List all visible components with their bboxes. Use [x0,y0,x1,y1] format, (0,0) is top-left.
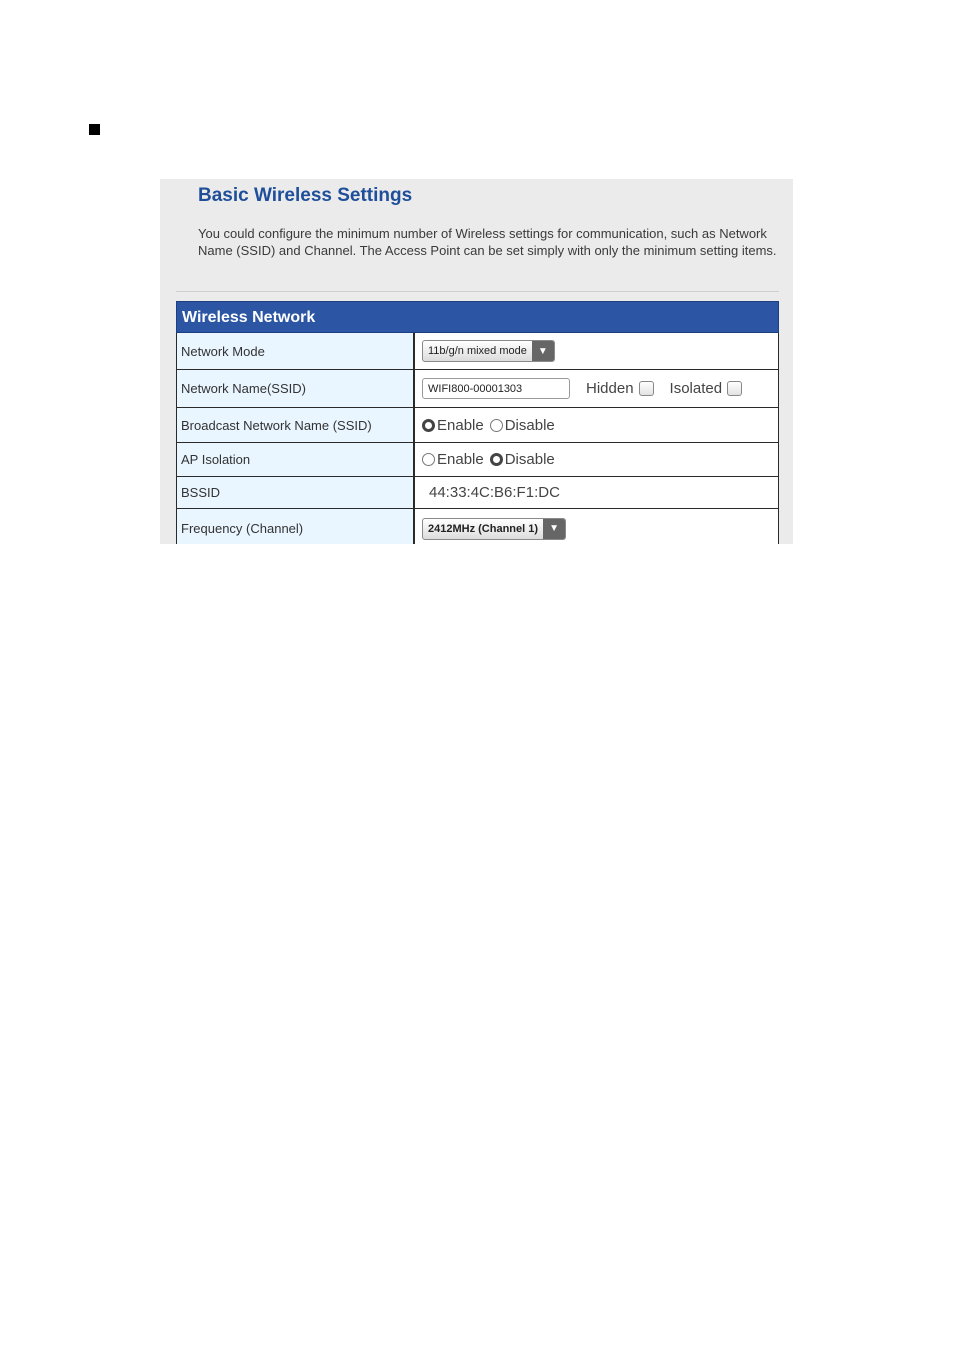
row-bssid [176,477,779,509]
network-mode-select[interactable] [422,340,555,362]
isolated-checkbox[interactable] [727,381,742,396]
hidden-label: Hidden [586,380,634,397]
chevron-down-icon: ▼ [543,519,565,539]
ssid-label: Network Name(SSID) [177,370,415,407]
ssid-input[interactable]: WIFI800-00001303 [422,378,570,399]
frequency-label: Frequency (Channel) [177,509,415,544]
chevron-down-icon: ▼ [532,341,554,361]
ap-isolation-enable-label: Enable [437,451,484,468]
broadcast-disable-label: Disable [504,416,555,434]
broadcast-enable-option[interactable] [422,417,484,434]
frequency-select[interactable] [422,518,566,540]
isolated-label: Isolated [669,380,723,397]
divider [176,291,779,292]
ap-isolation-label: AP Isolation [177,443,415,476]
frequency-value: 2412MHz (Channel 1) [428,522,539,535]
bssid-label: BSSID [177,477,415,508]
ap-isolation-disable-radio[interactable] [490,453,503,466]
row-ap-isolation [176,443,779,477]
hidden-checkbox[interactable] [639,381,654,396]
page-title: Basic Wireless Settings [198,185,413,206]
ap-isolation-enable-radio[interactable] [422,453,435,466]
ap-isolation-disable-option[interactable] [490,451,555,468]
row-broadcast-ssid [176,408,779,443]
wireless-network-table [176,301,779,544]
broadcast-enable-radio[interactable] [422,419,435,432]
broadcast-disable-radio[interactable] [490,419,503,432]
broadcast-ssid-label: Broadcast Network Name (SSID) [177,408,415,442]
page-description: You could configure the minimum number of Wireless settings for communication, such as Network Name (SSID) and Channel. The Access Point can be set simply with only the minimum setting items. [198,226,777,258]
network-mode-label: Network Mode [177,333,415,369]
settings-screenshot [160,179,793,544]
section-header: Wireless Network [176,301,779,333]
broadcast-enable-label: Enable [437,416,484,434]
row-network-mode [176,333,779,370]
row-ssid [176,370,779,408]
network-mode-value: 11b/g/n mixed mode [428,345,527,357]
broadcast-disable-option[interactable] [490,417,555,434]
ap-isolation-enable-option[interactable] [422,451,484,468]
bssid-value: 44:33:4C:B6:F1:DC [429,484,560,501]
ap-isolation-disable-label: Disable [504,451,555,468]
bullet-marker [89,124,100,135]
row-frequency [176,509,779,544]
